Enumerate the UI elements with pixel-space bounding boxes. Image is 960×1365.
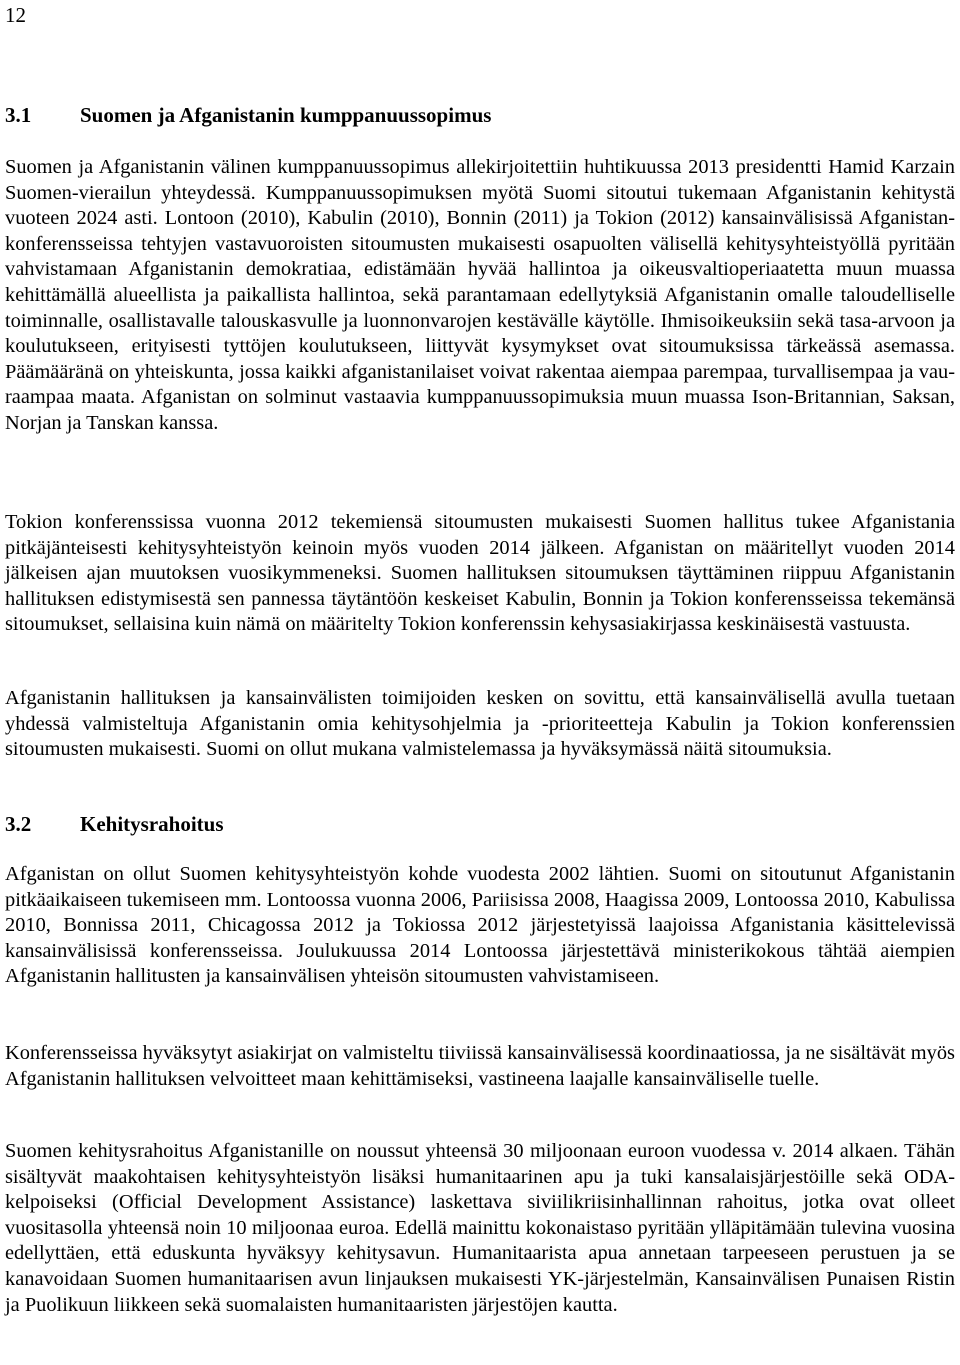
paragraph: Suomen ja Afganistanin välinen kumppanuussopimus allekirjoitettiin huhtikuussa 2013 presidentti Hamid Karzain Suomen-vierailun yhteydessä. Kumppanuussopimuksen myötä Suomi sitoutui tukemaan Afganistanin kehitystä vuoteen 2024 asti. Lontoon (2010), Kabulin (2010), Bonnin (2011) ja Tokion (2012) kansainvälisissä Afganistan-konferensseissa tehtyjen vastavuoroisten sitoumusten mukaisesti osapuolten välisellä kehitysyhteistyöllä pyritään vahvistamaan Afganistanin demokratiaa, edistämään hyvää hallintoa ja oikeusvaltioperiaatetta muun muassa kehittämällä alueellista ja paikallista hallintoa, sekä parantamaan edellytyksiä Afganistanin omalle taloudelliselle toiminnalle, osallistavalle talouskasvulle ja luonnonvarojen kestävälle käytölle. Ihmisoikeuksiin sekä tasa-arvoon ja koulutukseen, erityisesti tyttöjen koulutukseen, liittyvät kysymykset ovat sitoumuksissa tärkeässä asemassa. Päämääränä on yhteiskunta, jossa kaikki afganistanilaiset voivat rakentaa aiempaa parempaa, turvallisempaa ja vauraampaa maata. Afganistan on solminut vastaavia kumppanuussopimuksia muun muassa Ison-Britannian, Saksan, Norjan ja Tanskan kanssa. bbox=[5, 156, 955, 434]
paragraph: Afganistanin hallituksen ja kansainvälisten toimijoiden kesken on sovittu, että kansainvälisellä avulla tuetaan yhdessä valmisteltuja Afganistanin omia kehitysohjelmia ja -prioriteetteja Kabulin ja Tokion konferenssien sitoumusten mukaisesti. Suomi on ollut mukana valmistelemassa ja hyväksymässä näitä sitoumuksia. bbox=[5, 687, 955, 761]
paragraph: Suomen kehitysrahoitus Afganistanille on noussut yhteensä 30 miljoonaan euroon vuodessa v. 2014 alkaen. Tähän sisältyvät maakohtaisen kehitysyhteistyön lisäksi humanitaarinen apu ja tuki kansalaisjärjestöille sekä ODA-kelpoiseksi (Official Development Assistance) laskettava siviilikriisinhallinnan rahoitus, jotka ovat olleet vuositasolla yhteensä noin 10 miljoonaa euroa. Edellä mainittu kokonaistaso pyritään ylläpitämään tulevina vuosina edellyttäen, että eduskunta hyväksyy kehitysavun. Humanitaarista apua annetaan tarpeeseen perustuen ja se kanavoidaan Suomen humanitaarisen avun linjauksen mukaisesti YK-järjestelmän, Kansainvälisen Punaisen Ristin ja Puolikuun liikkeen sekä suomalaisten humanitaaristen järjestöjen kautta. bbox=[5, 1140, 955, 1316]
section-title: Kehitysrahoitus bbox=[80, 812, 224, 836]
paragraph: Tokion konferenssissa vuonna 2012 tekemiensä sitoumusten mukaisesti Suomen hallitus tukee Afganistania pitkäjänteisesti kehitysyhteistyön keinoin myös vuoden 2014 jälkeen. Afganistan on määritellyt vuoden 2014 jälkeisen ajan muutoksen vuosikymmeneksi. Suomen hallituksen sitoumuksen täyttäminen riippuu Afganistanin hallituksen edistymisestä sen pannessa täytäntöön keskeiset Kabulin, Bonnin ja Tokion konferensseissa tekemänsä sitoumukset, sellaisina kuin nämä on määritelty Tokion konferenssin kehysasiakirjassa keskinäisestä vastuusta. bbox=[5, 511, 955, 636]
section-title: Suomen ja Afganistanin kumppanuussopimus bbox=[80, 103, 492, 127]
section-number: 3.2 bbox=[5, 812, 32, 836]
paragraph: Afganistan on ollut Suomen kehitysyhteistyön kohde vuodesta 2002 lähtien. Suomi on sitoutunut Afganistanin pitkäaikaiseen tukemiseen mm. Lontoossa vuonna 2006, Pariisissa 2008, Haagissa 2009, Lontoossa 2010, Kabulissa 2010, Bonnissa 2011, Chicagossa 2012 ja Tokiossa 2012 järjestetyissä laajoissa Afganistania käsittelevissä kansainvälisissä konferensseissa. Joulukuussa 2014 Lontoossa järjestettävä ministerikokous tähtää aiempien Afganistanin hallitusten ja kansainvälisen yhteisön sitoumusten vahvistamiseen. bbox=[5, 863, 955, 988]
section-heading-3-2 bbox=[5, 810, 224, 838]
section-heading-3-1 bbox=[5, 101, 491, 129]
section-number: 3.1 bbox=[5, 103, 32, 127]
paragraph: Konferensseissa hyväksytyt asiakirjat on valmisteltu tiiviissä kansainvälisessä koordinaatiossa, ja ne sisältävät myös Afganistanin hallituksen velvoitteet maan kehittämiseksi, vastineena laajalle kansainväliselle tuelle. bbox=[5, 1042, 955, 1090]
page-number: 12 bbox=[5, 3, 26, 27]
